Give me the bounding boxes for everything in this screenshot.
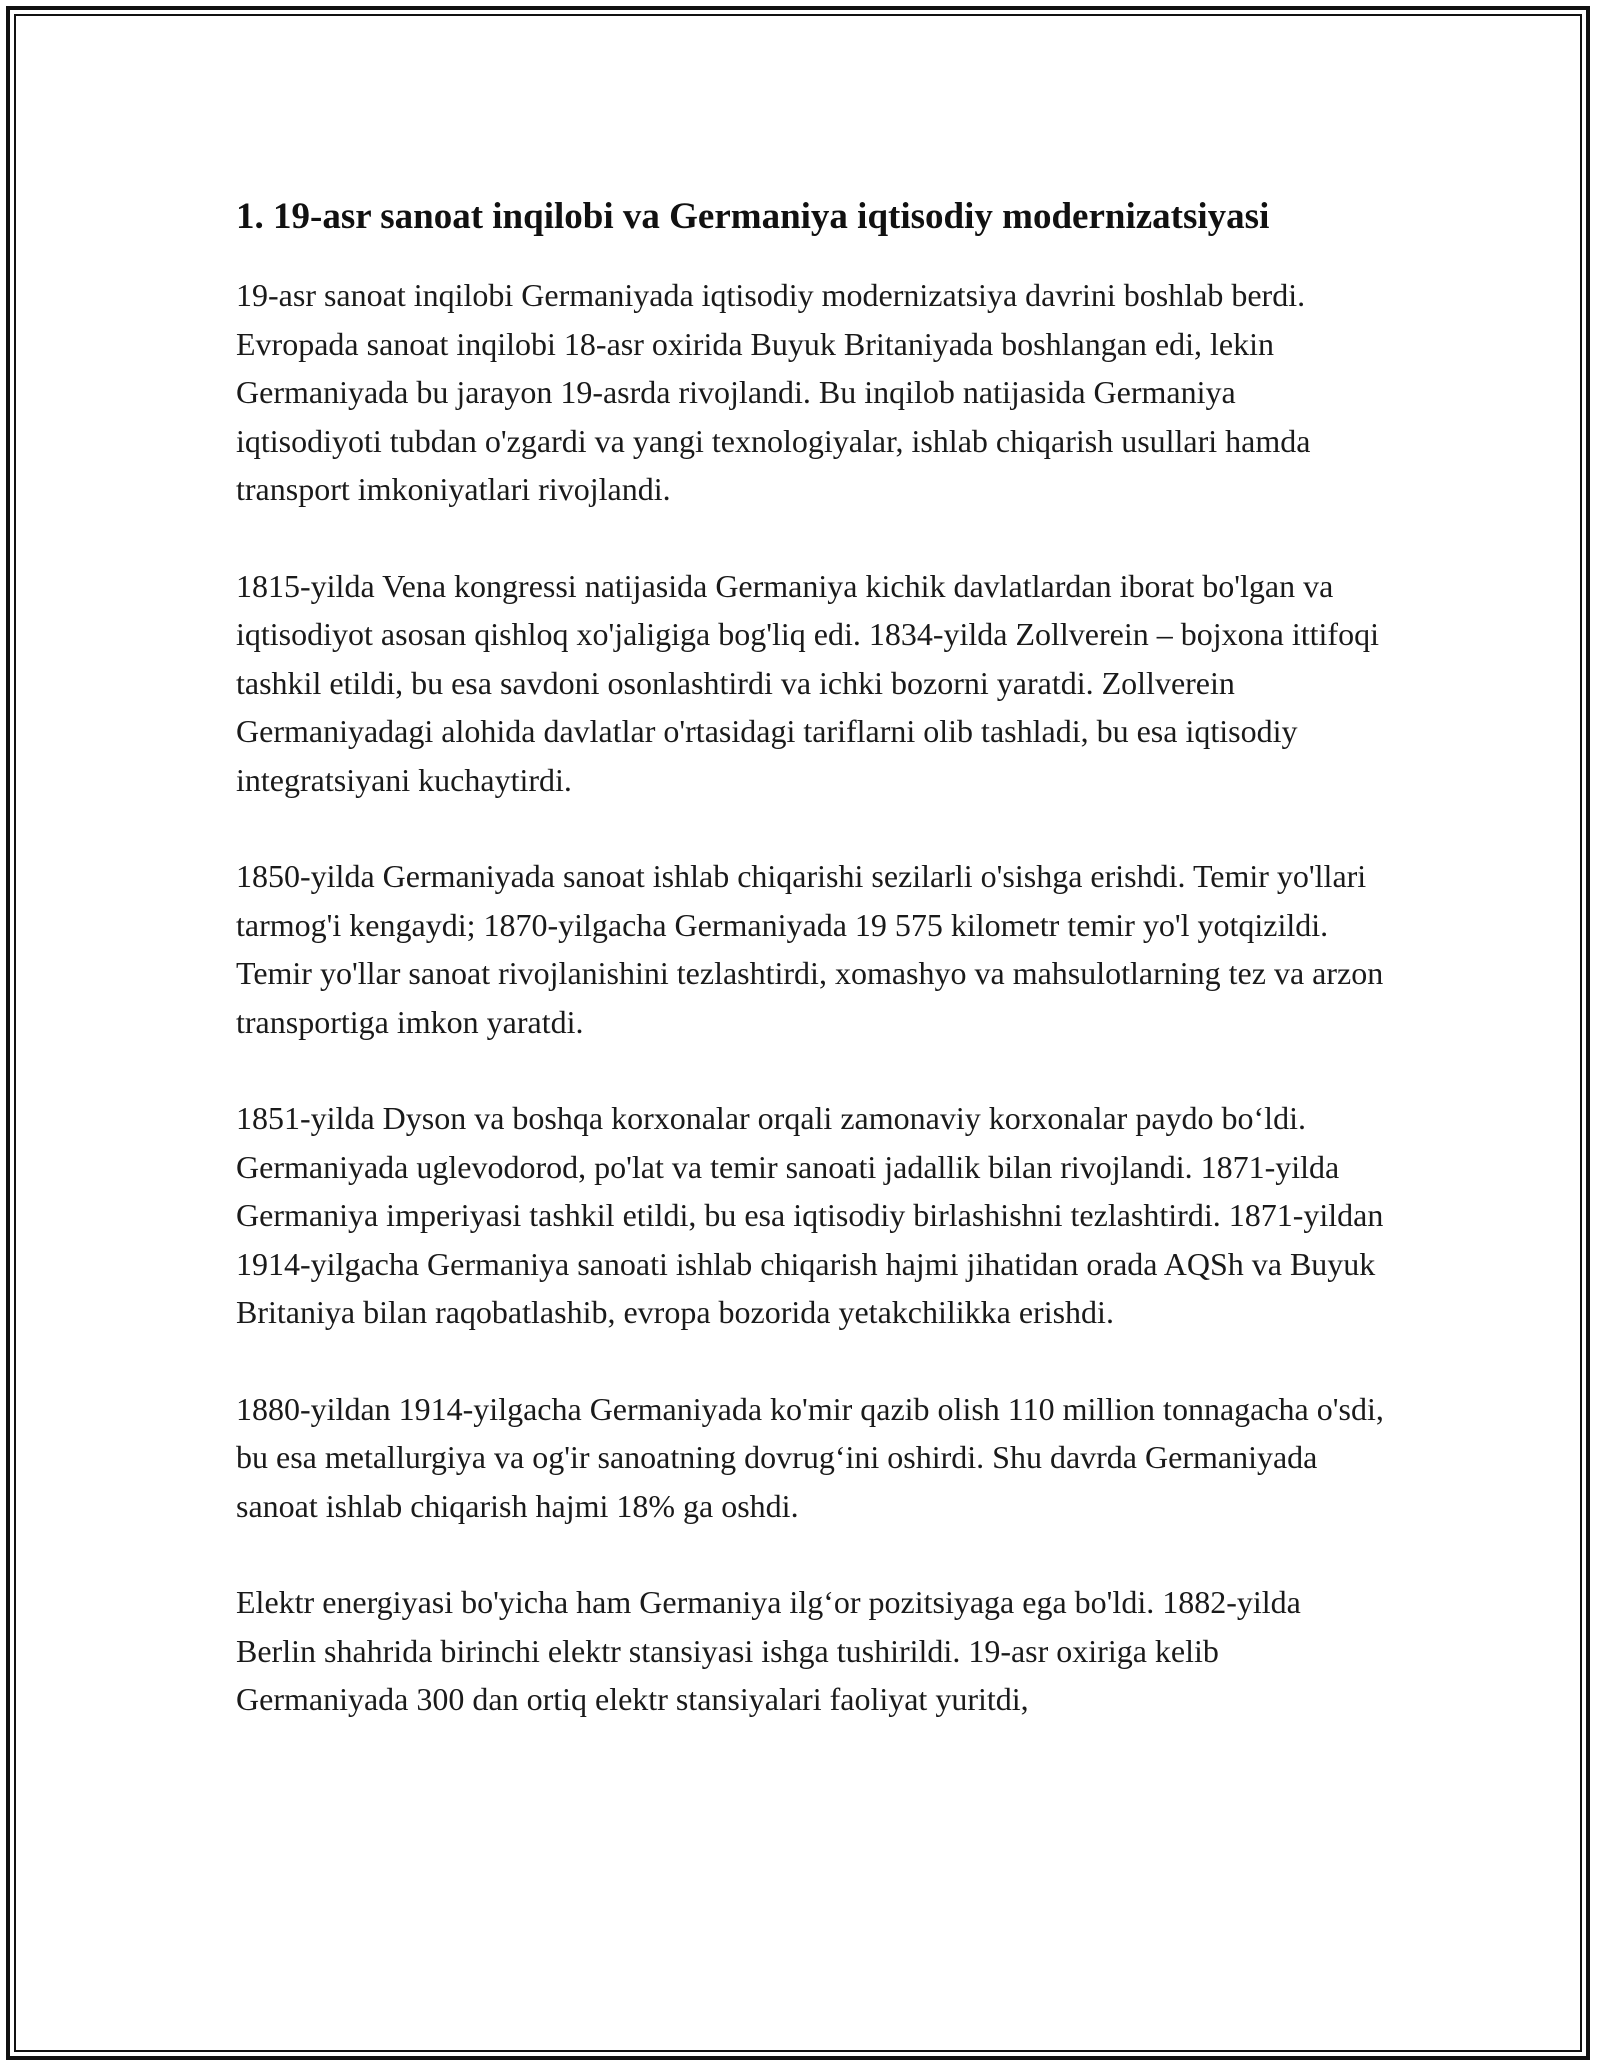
paragraph-vienna-congress-zollverein: 1815-yilda Vena kongressi natijasida Germaniya kichik davlatlardan iborat bo'lgan va iqtisodiyot asosan qishloq xo'jaligiga bog'liq edi. 1834-yilda Zollverein – bojxona ittifoqi tashkil etildi, bu esa savdoni osonlashtirdi va ichki bozorni yaratdi. Zollverein Germaniyadagi alohida davlatlar o'rtasidagi tariflarni olib tashladi, bu esa iqtisodiy integratsiyani kuchaytirdi. [236,567,1379,798]
paragraph-industrial-revolution: 19-asr sanoat inqilobi Germaniyada iqtisodiy modernizatsiya davrini boshlab berdi. Evropada sanoat inqilobi 18-asr oxirida Buyuk Britaniyada boshlangan edi, lekin Germaniyada bu jarayon 19-asrda rivojlandi. Bu inqilob natijasida Germaniya iqtisodiyoti tubdan o'zgardi va yangi texnologiyalar, ishlab chiqarish usullari hamda transport imkoniyatlari rivojlandi. [236,277,1311,507]
document-body [236,188,1386,1772]
paragraph-electric-energy: Elektr energiyasi bo'yicha ham Germaniya ilg‘or pozitsiyaga ega bo'ldi. 1882-yilda Berlin shahrida birinchi elektr stansiyasi ishga tushirildi. 19-asr oxiriga kelib Germaniyada 300 dan ortiq elektr stansiyalari faoliyat yuritdi, [236,1584,1301,1717]
paragraph-coal-mining: 1880-yildan 1914-yilgacha Germaniyada ko'mir qazib olish 110 million tonnagacha o'sdi, bu esa metallurgiya va og'ir sanoatning dovrug‘ini oshirdi. Shu davrda Germaniyada sanoat ishlab chiqarish hajmi 18% ga oshdi. [236,1390,1384,1524]
paragraph-railways: 1850-yilda Germaniyada sanoat ishlab chiqarishi sezilarli o'sishga erishdi. Temir yo'llari tarmog'i kengaydi; 1870-yilgacha Germaniyada 19 575 kilometr temir yo'l yotqizildi. Temir yo'llar sanoat rivojlanishini tezlashtirdi, xomashyo va mahsulotlarning tez va arzon transportiga imkon yaratdi. [236,858,1384,1040]
section-title: 1. 19-asr sanoat inqilobi va Germaniya iqtisodiy modernizatsiyasi [236,196,1270,237]
paragraph-modern-enterprises: 1851-yilda Dyson va boshqa korxonalar orqali zamonaviy korxonalar paydo bo‘ldi. Germaniyada uglevodorod, po'lat va temir sanoati jadallik bilan rivojlandi. 1871-yilda Germaniya imperiyasi tashkil etildi, bu esa iqtisodiy birlashishni tezlashtirdi. 1871-yildan 1914-yilgacha Germaniya sanoati ishlab chiqarish hajmi jihatidan orada AQSh va Buyuk Britaniya bilan raqobatlashib, evropa bozorida yetakchilikka erishdi. [236,1100,1384,1330]
